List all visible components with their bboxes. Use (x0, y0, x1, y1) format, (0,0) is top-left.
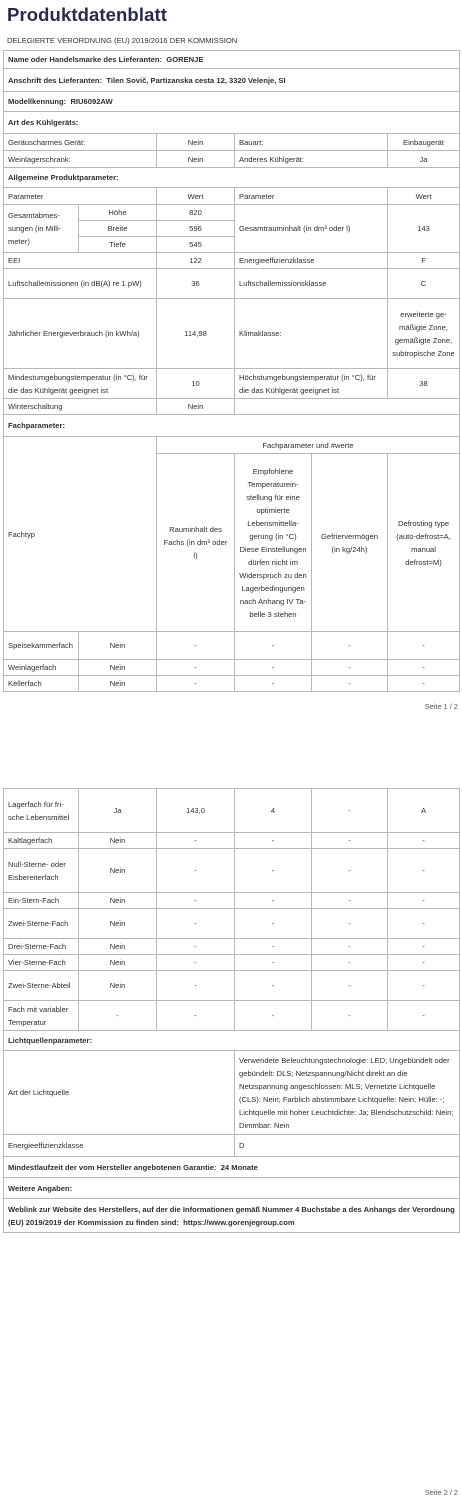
model-value: RIU6092AW (70, 97, 113, 106)
total-volume-value: 143 (388, 205, 460, 253)
weblink-url[interactable]: https://www.gorenjegroup.com (183, 1217, 295, 1227)
compartment-name: Kaltlagerfach (4, 833, 79, 849)
column-header: Defrosting type (auto-defrost=A, manual defrost=M) (388, 454, 460, 632)
compartment-name: Drei-Sterne-Fach (4, 939, 79, 955)
page-number: Seite 2 / 2 (424, 1488, 458, 1497)
param-value: 114,98 (157, 299, 235, 369)
compartment-temp: - (235, 971, 312, 1001)
climate-class-value: erweiterte gemäßigte Zone, gemäßigte Zone, subtropische Zone (388, 299, 460, 369)
warranty-label: Mindestlaufzeit der vom Hersteller angebotenen Garantie: (8, 1162, 217, 1172)
compartment-temp: - (235, 849, 312, 893)
light-type-label: Art der Lichtquelle (4, 1051, 235, 1135)
dimension-label: Tiefe (79, 237, 157, 253)
column-header: Rauminhalt des Fachs (in dm³ oder l) (157, 454, 235, 632)
param-label: Luftschallemissionen (in dB(A) re 1 pW) (4, 269, 157, 299)
compartment-volume: - (157, 660, 235, 676)
dimension-value: 820 (157, 205, 235, 221)
light-class-label: Energieeffizienzklasse (4, 1135, 235, 1157)
compartment-freeze: - (312, 971, 388, 1001)
compartment-freeze: - (312, 660, 388, 676)
compartment-row (4, 676, 460, 692)
compartment-defrost: - (388, 971, 460, 1001)
compartment-defrost: - (388, 939, 460, 955)
dimension-value: 545 (157, 237, 235, 253)
compartment-freeze: - (312, 955, 388, 971)
compartment-present: Nein (79, 955, 157, 971)
address-row (4, 69, 460, 92)
param-value: 122 (157, 253, 235, 269)
row-value: Einbaugerät (388, 134, 460, 151)
model-row (4, 92, 460, 112)
model-label: Modellkennung: (8, 97, 67, 106)
compartment-present: Nein (79, 849, 157, 893)
dimension-label: Breite (79, 221, 157, 237)
compartment-freeze: - (312, 909, 388, 939)
compartment-defrost: - (388, 632, 460, 660)
compartment-freeze: - (312, 893, 388, 909)
winter-switch-row (4, 399, 460, 415)
column-header: Wert (388, 188, 460, 205)
light-class-value: D (235, 1135, 460, 1157)
compartment-name: Weinlagerfach (4, 660, 79, 676)
compartment-present: Nein (79, 833, 157, 849)
document-title: Produktdatenblatt (7, 4, 167, 25)
compartment-temp: - (235, 893, 312, 909)
compartment-group-header-row (4, 437, 460, 454)
compartment-temp: - (235, 632, 312, 660)
light-type-value: Verwendete Beleuchtungstechnologie: LED; Ungebündelt oder gebündelt: DLS; Netzspannung/Nicht direkt an die Netzspannung angeschlossen: MLS; Vernetzte Lichtquelle (CLS): Nein; Farblich abstimmbare Lichtquelle: Nein; Hülle: -; Lichtquelle mit hoher Leuchtdichte: Ja; Blendschutzschild: Nein; Dimmbar: Nein (235, 1051, 460, 1135)
compartment-volume: - (157, 849, 235, 893)
compartment-row (4, 632, 460, 660)
param-value: F (388, 253, 460, 269)
warranty-row (4, 1157, 460, 1178)
address-label: Anschrift des Lieferanten: (8, 75, 103, 85)
compartment-row (4, 849, 460, 893)
light-class-row (4, 1135, 460, 1157)
compartment-name: Ein-Stern-Fach (4, 893, 79, 909)
compartment-defrost: - (388, 955, 460, 971)
compartment-temp: - (235, 1001, 312, 1031)
compartment-name: Fach mit variabler Temperatur (4, 1001, 79, 1031)
param-label: Jährlicher Energieverbrauch (in kWh/a) (4, 299, 157, 369)
compartment-defrost: - (388, 833, 460, 849)
compartment-volume: - (157, 909, 235, 939)
compartment-present: Nein (79, 632, 157, 660)
appliance-type-heading: Art des Kühlgeräts: (4, 112, 460, 134)
compartment-volume: - (157, 833, 235, 849)
general-param-row (4, 369, 460, 399)
dimension-row (4, 205, 460, 221)
compartment-defrost: A (388, 789, 460, 833)
general-param-row (4, 299, 460, 369)
datasheet-table-page-2 (3, 788, 460, 1233)
row-label: Geräuscharmes Gerät: (4, 134, 157, 151)
compartment-temp: 4 (235, 789, 312, 833)
compartment-freeze: - (312, 676, 388, 692)
row-label: Anderes Kühlgerät: (235, 151, 388, 168)
compartment-name: Kellerfach (4, 676, 79, 692)
compartment-params-heading: Fachparameter: (4, 415, 460, 437)
compartment-defrost: - (388, 676, 460, 692)
appliance-type-row (4, 151, 460, 168)
column-header: Empfohlene Temperatureinstellung für eine optimierte Lebensmittellagerung (in °C) Diese Einstellungen dürfen nicht im Widerspruch zu den Lagerbedingungen nach Anhang IV Tabelle 3 stehen (235, 454, 312, 632)
regulation-reference: DELEGIERTE VERORDNUNG (EU) 2019/2016 DER KOMMISSION (7, 36, 238, 45)
column-header: Parameter (235, 188, 388, 205)
compartment-present: Nein (79, 971, 157, 1001)
param-label: EEI (4, 253, 157, 269)
compartment-name: Speisekammerfach (4, 632, 79, 660)
compartment-temp: - (235, 676, 312, 692)
column-header: Wert (157, 188, 235, 205)
compartment-freeze: - (312, 849, 388, 893)
dimension-label: Höhe (79, 205, 157, 221)
weblink-row (4, 1199, 460, 1233)
compartment-name: Vier-Sterne-Fach (4, 955, 79, 971)
appliance-type-row (4, 134, 460, 151)
row-value: Nein (157, 151, 235, 168)
compartment-defrost: - (388, 660, 460, 676)
row-value: Nein (157, 134, 235, 151)
compartment-temp: - (235, 939, 312, 955)
compartment-volume: - (157, 939, 235, 955)
compartment-row (4, 1001, 460, 1031)
compartment-name: Zwei-Sterne-Abteil (4, 971, 79, 1001)
param-value: 36 (157, 269, 235, 299)
compartment-row (4, 939, 460, 955)
compartment-present: Nein (79, 660, 157, 676)
compartment-row (4, 660, 460, 676)
compartment-freeze: - (312, 632, 388, 660)
total-volume-label: Gesamtrauminhalt (in dm³ oder l) (235, 205, 388, 253)
more-info-heading: Weitere Angaben: (4, 1178, 460, 1199)
compartment-row (4, 971, 460, 1001)
compartment-temp: - (235, 909, 312, 939)
compartment-name: Null-Sterne- oder Eisbereiterfach (4, 849, 79, 893)
param-label: Höchstumgebungstemperatur (in °C), für die das Kühlgerät geeignet ist (235, 369, 388, 399)
compartment-defrost: - (388, 909, 460, 939)
compartment-volume: - (157, 676, 235, 692)
compartment-row (4, 909, 460, 939)
address-value: Tilen Sovič, Partizanska cesta 12, 3320 Velenje, SI (106, 75, 286, 85)
compartment-group-header: Fachparameter und #werte (157, 437, 460, 454)
compartment-present: Nein (79, 939, 157, 955)
supplier-value: GORENJE (166, 55, 204, 64)
compartment-volume: - (157, 1001, 235, 1031)
param-value: 38 (388, 369, 460, 399)
warranty-value: 24 Monate (220, 1162, 258, 1172)
empty-cell (235, 399, 460, 415)
supplier-label: Name oder Handelsmarke des Lieferanten: (8, 55, 163, 64)
compartment-volume: - (157, 971, 235, 1001)
dimension-value: 596 (157, 221, 235, 237)
datasheet-table-page-1 (3, 50, 460, 692)
compartment-freeze: - (312, 789, 388, 833)
compartment-defrost: - (388, 893, 460, 909)
compartment-name: Zwei-Sterne-Fach (4, 909, 79, 939)
compartment-present: Ja (79, 789, 157, 833)
compartment-volume: 143,0 (157, 789, 235, 833)
compartment-row (4, 955, 460, 971)
compartment-defrost: - (388, 1001, 460, 1031)
param-value: C (388, 269, 460, 299)
param-label: Klimaklasse: (235, 299, 388, 369)
compartment-temp: - (235, 955, 312, 971)
winter-switch-label: Winterschaltung (4, 399, 157, 415)
general-params-header (4, 188, 460, 205)
weblink-label: Weblink zur Website des Herstellers, auf der die Informationen gemäß Nummer 4 Buchstabe a des Anhangs der Verordnung (EU) 2019/2019 der Kommission zu finden sind: (8, 1204, 455, 1227)
compartment-temp: - (235, 660, 312, 676)
compartment-freeze: - (312, 939, 388, 955)
param-value: 10 (157, 369, 235, 399)
light-params-heading: Lichtquellenparameter: (4, 1031, 460, 1051)
column-header: Parameter (4, 188, 157, 205)
compartment-freeze: - (312, 1001, 388, 1031)
compartment-defrost: - (388, 849, 460, 893)
general-params-heading: Allgemeine Produktparameter: (4, 168, 460, 188)
param-label: Energieeffizienzklasse (235, 253, 388, 269)
compartment-freeze: - (312, 833, 388, 849)
param-label: Mindestumgebungstemperatur (in °C), für die das Kühlgerät geeignet ist (4, 369, 157, 399)
row-label: Bauart: (235, 134, 388, 151)
compartment-present: Nein (79, 909, 157, 939)
compartment-row (4, 893, 460, 909)
compartment-present: Nein (79, 893, 157, 909)
general-param-row (4, 269, 460, 299)
compartment-present: Nein (79, 676, 157, 692)
compartment-volume: - (157, 632, 235, 660)
general-param-row (4, 253, 460, 269)
supplier-row (4, 51, 460, 69)
compartment-row (4, 789, 460, 833)
compartment-volume: - (157, 893, 235, 909)
param-label: Luftschallemissionsklasse (235, 269, 388, 299)
dimensions-label: Gesamtabmessungen (in Millimeter) (4, 205, 79, 253)
compartment-type-header: Fachtyp (4, 437, 157, 632)
page-number: Seite 1 / 2 (424, 702, 458, 711)
compartment-row (4, 833, 460, 849)
compartment-name: Lagerfach für frische Lebensmittel (4, 789, 79, 833)
row-label: Weinlagerschrank: (4, 151, 157, 168)
compartment-present: - (79, 1001, 157, 1031)
row-value: Ja (388, 151, 460, 168)
column-header: Gefriervermögen (in kg/24h) (312, 454, 388, 632)
winter-switch-value: Nein (157, 399, 235, 415)
light-type-row (4, 1051, 460, 1135)
compartment-volume: - (157, 955, 235, 971)
compartment-temp: - (235, 833, 312, 849)
